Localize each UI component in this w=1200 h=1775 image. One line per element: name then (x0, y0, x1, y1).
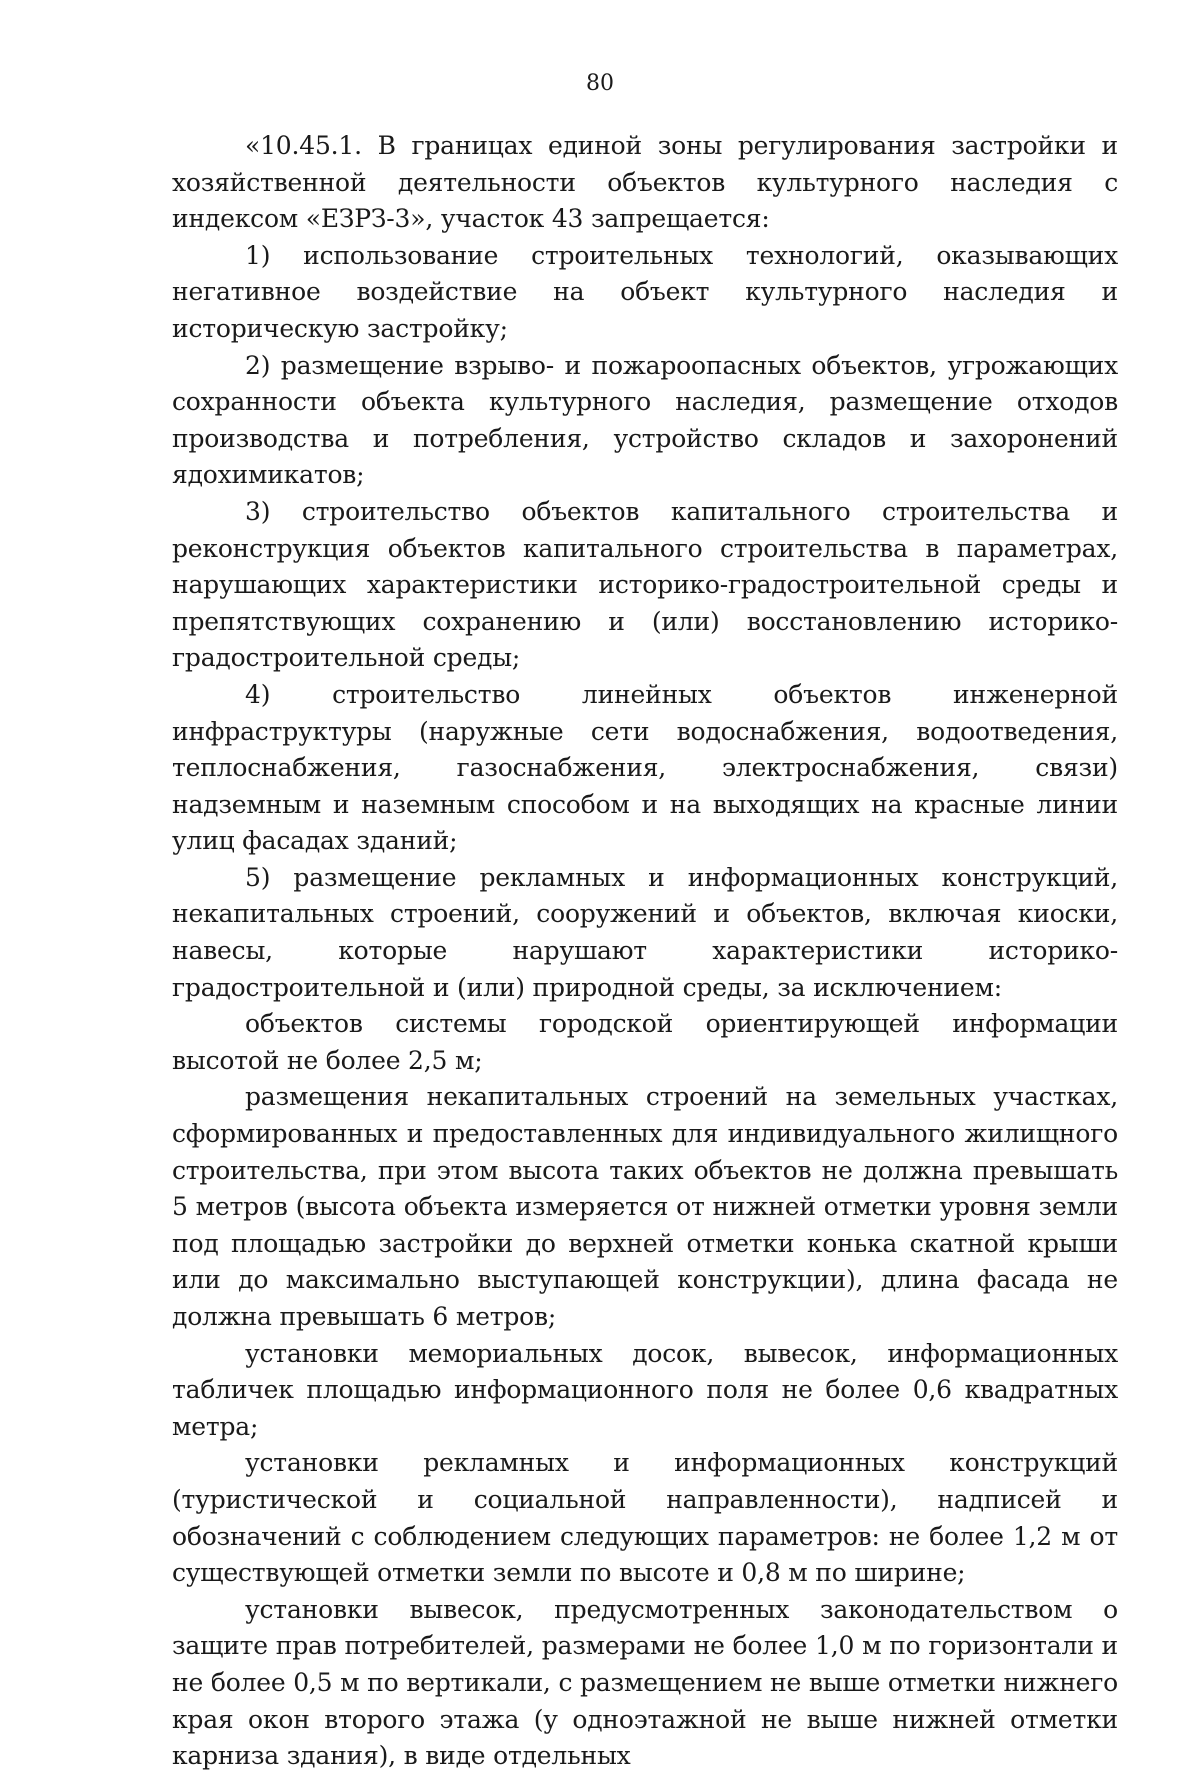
list-item-5: 5) размещение рекламных и информационных конструкций, некапитальных строений, сооружений и объектов, включая киоски, навесы, которые нарушают характеристики историко-градостроительной и (или) природной среды, за исключением: (172, 862, 1118, 1002)
list-item-1: 1) использование строительных технологий, оказывающих негативное воздействие на объект культурного наследия и историческую застройку; (172, 240, 1118, 343)
exception-item: объектов системы городской ориентирующей информации высотой не более 2,5 м; (172, 1009, 1118, 1075)
page-number: 80 (586, 71, 614, 96)
list-item-2: 2) размещение взрыво- и пожароопасных объектов, угрожающих сохранности объекта культурного наследия, размещение отходов производства и потребления, устройство складов и захоронений ядохимикатов; (172, 350, 1118, 490)
exception-item: размещения некапитальных строений на земельных участках, сформированных и предоставленных для индивидуального жилищного строительства, при этом высота таких объектов не должна превышать 5 метров (высота объекта измеряется от нижней отметки уровня земли под площадью застройки до верхней отметки конька скатной крыши или до максимально выступающей конструкции), длина фасада не должна превышать 6 метров; (172, 1082, 1118, 1331)
list-item-3: 3) строительство объектов капитального строительства и реконструкция объектов капитального строительства в параметрах, нарушающих характеристики историко-градостроительной среды и препятствующих сохранению и (или) восстановлению историко-градостроительной среды; (172, 496, 1118, 673)
paragraph-10-45-1: «10.45.1. В границах единой зоны регулирования застройки и хозяйственной деятельности объектов культурного наследия с индексом «ЕЗРЗ-3», участок 43 запрещается: (172, 131, 1118, 234)
document-body (172, 128, 1118, 1775)
exception-item: установки вывесок, предусмотренных законодательством о защите прав потребителей, размерами не более 1,0 м по горизонтали и не более 0,5 м по вертикали, с размещением не выше отметки нижнего края окон второго этажа (у одноэтажной не выше нижней отметки карниза здания), в виде отдельных (172, 1594, 1118, 1771)
exception-item: установки рекламных и информационных конструкций (туристической и социальной направленности), надписей и обозначений с соблюдением следующих параметров: не более 1,2 м от существующей отметки земли по высоте и 0,8 м по ширине; (172, 1448, 1118, 1588)
exception-item: установки мемориальных досок, вывесок, информационных табличек площадью информационного поля не более 0,6 квадратных метра; (172, 1338, 1118, 1441)
list-item-4: 4) строительство линейных объектов инженерной инфраструктуры (наружные сети водоснабжения, водоотведения, теплоснабжения, газоснабжения, электроснабжения, связи) надземным и наземным способом и на выходящих на красные линии улиц фасадах зданий; (172, 679, 1118, 856)
